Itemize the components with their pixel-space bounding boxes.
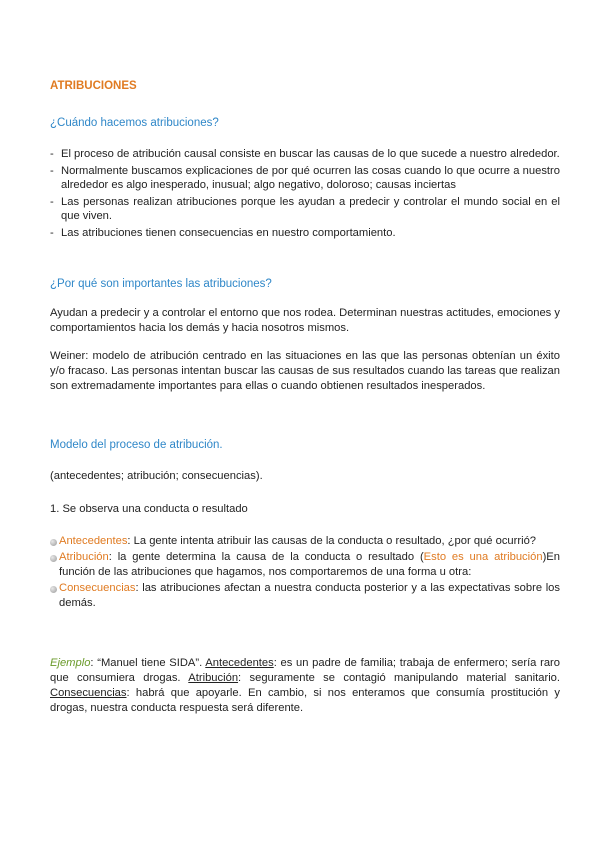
section1-list — [50, 147, 560, 242]
example-paragraph: Ejemplo: “Manuel tiene SIDA”. Antecedentes: es un padre de familia; trabaja de enfermero; sería raro que consumiera drogas. Atribución: seguramente se contagió manipulando material sanitario. Consecuencias: habrá que apoyarle. En cambio, si nos enteramos que consumía prostitución y drogas, nuestra conducta respuesta será diferente. — [50, 657, 561, 714]
model-bullets — [50, 534, 560, 612]
paragraph-weiner: Weiner: modelo de atribución centrado en las situaciones en las que las personas obtenían un éxito y/o fracaso. Las personas intentan buscar las causas de sus resultados cuando las tareas que realizan son extremadamente importantes para ellas o cuando obtienen resultados inesperados. — [50, 350, 560, 392]
bullet-atribucion: Atribución: la gente determina la causa de la conducta o resultado (Esto es una atribución)En función de las atribuciones que hagamos, nos comportaremos de una forma u otra: — [50, 550, 560, 581]
list-item: - Las atribuciones tienen consecuencias en nuestro comportamiento. — [50, 226, 396, 239]
paragraph-importancia: Ayudan a predecir y a controlar el entorno que nos rodea. Determinan nuestras actitudes, emociones y comportamientos hacia los demás y hacia nosotros mismos. — [50, 307, 560, 334]
bullet-icon — [50, 539, 57, 546]
section-heading-modelo: Modelo del proceso de atribución. — [50, 439, 223, 451]
section-heading-cuando: ¿Cuándo hacemos atribuciones? — [50, 117, 219, 129]
bullet-icon — [50, 555, 57, 562]
document-title: ATRIBUCIONES — [50, 80, 137, 92]
model-subtitle: (antecedentes; atribución; consecuencias). — [50, 470, 263, 482]
list-item: - El proceso de atribución causal consiste en buscar las causas de lo que sucede a nuestro alrededor. — [50, 148, 560, 160]
bullet-consecuencias: Consecuencias: las atribuciones afectan a nuestra conducta posterior y a las expectativas sobre los demás. — [50, 581, 560, 612]
model-step-1: 1. Se observa una conducta o resultado — [50, 503, 248, 515]
list-item: - Las personas realizan atribuciones porque les ayudan a predecir y controlar el mundo social en el que viven. — [50, 195, 560, 222]
list-item: - Normalmente buscamos explicaciones de por qué ocurren las cosas cuando lo que ocurre a nuestro alrededor es algo inesperado, inusual; algo negativo, doloroso; causas inciertas — [50, 164, 560, 191]
bullet-antecedentes: Antecedentes: La gente intenta atribuir las causas de la conducta o resultado, ¿por qué ocurrió? — [50, 534, 560, 550]
section-heading-por-que: ¿Por qué son importantes las atribuciones? — [50, 278, 272, 290]
bullet-icon — [50, 586, 57, 593]
